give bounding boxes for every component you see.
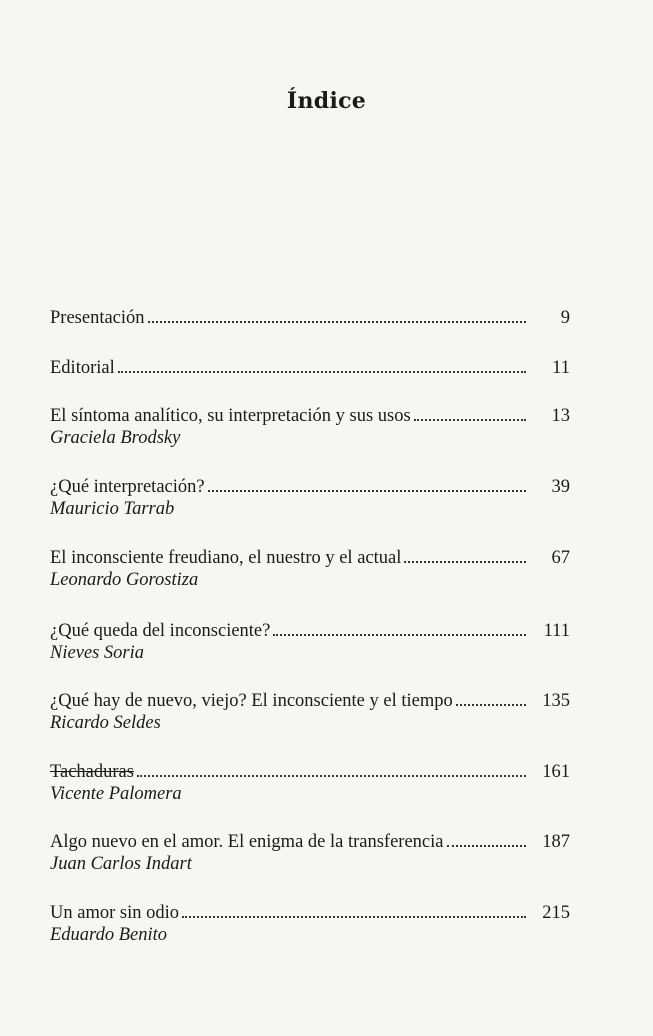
toc-entry-page: 9 bbox=[560, 308, 570, 328]
toc-entry-page: 215 bbox=[542, 903, 570, 923]
toc-entry-page: 39 bbox=[551, 477, 570, 497]
toc-entry-author: Eduardo Benito bbox=[50, 925, 167, 945]
toc-entry-title: Editorial bbox=[50, 358, 115, 378]
toc-entry-line bbox=[50, 831, 570, 853]
toc-entry-page: 187 bbox=[542, 832, 570, 852]
toc-entry-title: ¿Qué hay de nuevo, viejo? El inconsciente y el tiempo bbox=[50, 691, 453, 711]
dot-leader bbox=[148, 320, 526, 323]
toc-entry-title: Algo nuevo en el amor. El enigma de la transferencia bbox=[50, 832, 444, 852]
dot-leader bbox=[414, 418, 526, 421]
toc-entry-author: Mauricio Tarrab bbox=[50, 499, 175, 519]
toc-entry-author: Graciela Brodsky bbox=[50, 428, 181, 448]
toc-entry-line bbox=[50, 547, 570, 569]
toc-entry-line bbox=[50, 405, 570, 427]
toc-entry bbox=[50, 307, 570, 329]
toc-entry-author: Vicente Palomera bbox=[50, 784, 182, 804]
toc-entry bbox=[50, 761, 570, 805]
toc-entry-author: Ricardo Seldes bbox=[50, 713, 161, 733]
toc-entry bbox=[50, 476, 570, 520]
dot-leader bbox=[182, 915, 526, 918]
toc-entry-page: 161 bbox=[542, 762, 570, 782]
toc-entry bbox=[50, 547, 570, 591]
toc-entry-author: Nieves Soria bbox=[50, 643, 145, 663]
toc-entry-line bbox=[50, 307, 570, 329]
toc-entry-page: 135 bbox=[542, 691, 570, 711]
toc-entry-author: Juan Carlos Indart bbox=[50, 854, 192, 874]
toc-entry bbox=[50, 831, 570, 875]
toc-entry bbox=[50, 690, 570, 734]
toc-entry-page: 111 bbox=[543, 621, 570, 641]
toc-entry-title: El inconsciente freudiano, el nuestro y el actual bbox=[50, 548, 402, 568]
toc-entry-title: ¿Qué queda del inconsciente? bbox=[50, 621, 271, 641]
toc-entry-page: 67 bbox=[551, 548, 570, 568]
toc-entry-line bbox=[50, 690, 570, 712]
toc-entry-title: Un amor sin odio bbox=[50, 903, 179, 923]
dot-leader bbox=[404, 560, 526, 563]
toc-entry bbox=[50, 405, 570, 449]
toc-entry bbox=[50, 902, 570, 946]
toc-entry-page: 11 bbox=[552, 358, 570, 378]
dot-leader bbox=[456, 703, 526, 706]
page-title: Índice bbox=[286, 88, 367, 114]
toc-entry-line bbox=[50, 357, 570, 379]
dot-leader bbox=[273, 633, 526, 636]
dot-leader bbox=[447, 844, 527, 847]
toc-entry-title: Tachaduras bbox=[50, 762, 134, 782]
toc-entry-page: 13 bbox=[551, 406, 570, 426]
toc-entry-title: El síntoma analítico, su interpretación y sus usos bbox=[50, 406, 411, 426]
dot-leader bbox=[208, 489, 526, 492]
toc-entry-line bbox=[50, 476, 570, 498]
toc-entry-title: Presentación bbox=[50, 308, 145, 328]
toc-entry-author: Leonardo Gorostiza bbox=[50, 570, 199, 590]
dot-leader bbox=[118, 370, 526, 373]
toc-entry-title: ¿Qué interpretación? bbox=[50, 477, 205, 497]
dot-leader bbox=[137, 774, 526, 777]
toc-entry bbox=[50, 357, 570, 379]
toc-entry bbox=[50, 620, 570, 664]
toc-entry-line bbox=[50, 902, 570, 924]
toc-entry-line bbox=[50, 761, 570, 783]
toc-entry-line bbox=[50, 620, 570, 642]
